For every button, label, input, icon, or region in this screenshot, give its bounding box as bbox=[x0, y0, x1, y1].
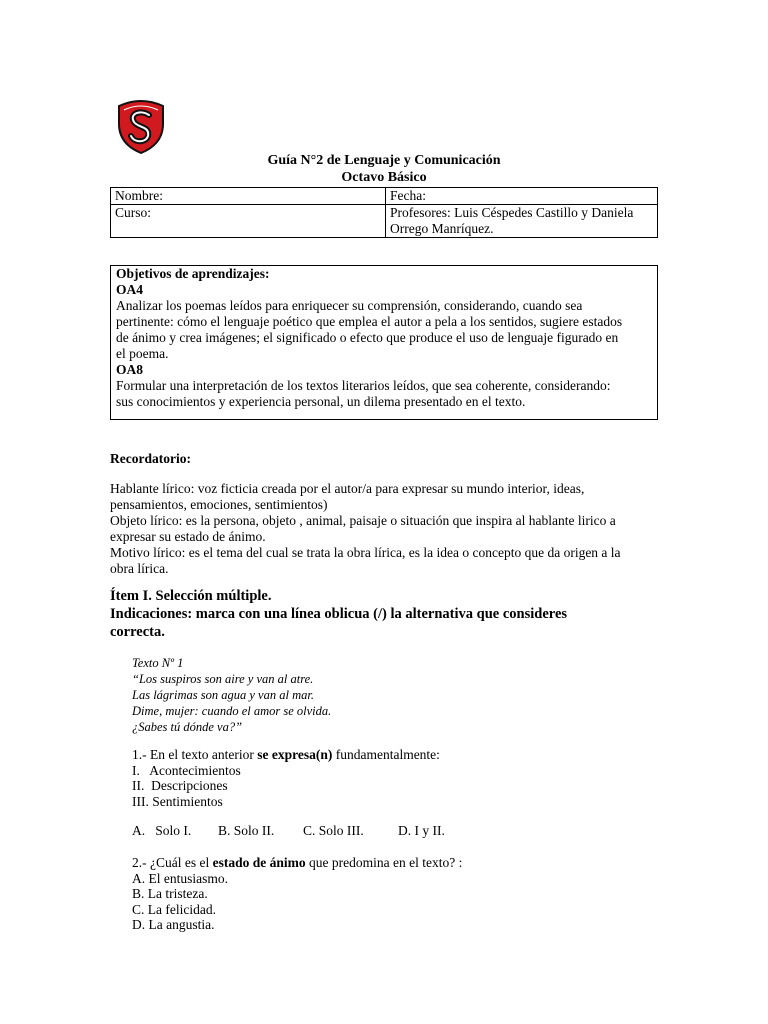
recordatorio-line: expresar su estado de ánimo. bbox=[110, 529, 266, 544]
oa8-label: OA8 bbox=[116, 362, 143, 377]
recordatorio-line: Hablante lírico: voz ficticia creada por el autor/a para expresar su mundo interior, ideas, bbox=[110, 481, 585, 496]
fecha-cell: Fecha: bbox=[386, 188, 658, 205]
poem-label: Texto Nº 1 bbox=[132, 656, 184, 670]
question-text: fundamentalmente: bbox=[332, 747, 440, 762]
recordatorio-heading: Recordatorio: bbox=[110, 451, 191, 466]
question-1-item: III. Sentimientos bbox=[132, 793, 223, 809]
item1-title: Ítem I. Selección múltiple. bbox=[110, 588, 272, 604]
option-d[interactable]: D. La angustia. bbox=[132, 917, 215, 932]
curso-cell: Curso: bbox=[111, 205, 386, 238]
poem-line: Dime, mujer: cuando el amor se olvida. bbox=[132, 704, 332, 718]
profesores-line: Profesores: Luis Céspedes Castillo y Daniela bbox=[390, 205, 634, 220]
nombre-cell: Nombre: bbox=[111, 188, 386, 205]
question-emphasis: se expresa(n) bbox=[257, 747, 333, 762]
option-a[interactable]: A. El entusiasmo. bbox=[132, 870, 228, 886]
option-b[interactable]: B. Solo II. bbox=[218, 823, 275, 838]
page-title: Guía N°2 de Lenguaje y Comunicación bbox=[267, 153, 501, 168]
option-d[interactable]: D. I y II. bbox=[398, 823, 445, 838]
poem-line: “Los suspiros son aire y van al atre. bbox=[132, 672, 314, 686]
poem-line: Las lágrimas son agua y van al mar. bbox=[132, 688, 314, 702]
oa8-text: sus conocimientos y experiencia personal, un dilema presentado en el texto. bbox=[116, 394, 526, 409]
recordatorio-line: obra lírica. bbox=[110, 561, 169, 576]
question-1-stem bbox=[132, 747, 652, 763]
option-c[interactable]: C. La felicidad. bbox=[132, 901, 216, 917]
school-shield-logo bbox=[116, 98, 166, 154]
question-text: 2.- ¿Cuál es el bbox=[132, 855, 213, 870]
objectives-box bbox=[110, 265, 658, 420]
oa4-label: OA4 bbox=[116, 282, 143, 297]
option-b[interactable]: B. La tristeza. bbox=[132, 886, 208, 901]
option-c[interactable]: C. Solo III. bbox=[303, 823, 364, 838]
question-1-item: II. Descripciones bbox=[132, 778, 228, 793]
oa4-text: de ánimo y crea imágenes; el significado o efecto que produce el uso de lenguaje figurado en bbox=[116, 330, 619, 345]
question-text: que predomina en el texto? : bbox=[305, 855, 463, 870]
student-info-table bbox=[110, 187, 658, 238]
item1-instructions: correcta. bbox=[110, 624, 165, 640]
recordatorio-line: Motivo lírico: es el tema del cual se trata la obra lírica, es la idea o concepto que da origen a la bbox=[110, 545, 621, 560]
question-emphasis: estado de ánimo bbox=[212, 855, 306, 870]
profesores-cell bbox=[386, 205, 658, 238]
oa4-text: el poema. bbox=[116, 346, 169, 361]
poem-text-1 bbox=[132, 655, 532, 735]
question-1 bbox=[132, 747, 652, 809]
objectives-heading: Objetivos de aprendizajes: bbox=[116, 266, 270, 281]
page-subtitle: Octavo Básico bbox=[341, 170, 427, 185]
oa4-text: pertinente: cómo el lenguaje poético que emplea el autor a pela a los sentidos, sugiere estados bbox=[116, 314, 623, 329]
question-2 bbox=[132, 855, 652, 933]
profesores-line: Orrego Manríquez. bbox=[390, 221, 494, 236]
item1-instructions: Indicaciones: marca con una línea oblicua (/) la alternativa que consideres bbox=[110, 606, 568, 622]
recordatorio-line: pensamientos, emociones, sentimientos) bbox=[110, 497, 328, 512]
question-2-stem bbox=[132, 855, 652, 871]
question-1-item: I. Acontecimientos bbox=[132, 762, 241, 778]
oa4-text: Analizar los poemas leídos para enriquecer su comprensión, considerando, cuando sea bbox=[116, 298, 583, 313]
question-text: 1.- En el texto anterior bbox=[132, 747, 258, 762]
oa8-text: Formular una interpretación de los textos literarios leídos, que sea coherente, considerando: bbox=[116, 378, 611, 393]
recordatorio-line: Objeto lírico: es la persona, objeto , animal, paisaje o situación que inspira al hablante lirico a bbox=[110, 513, 616, 528]
option-a[interactable]: A. Solo I. bbox=[132, 823, 192, 838]
poem-line: ¿Sabes tú dónde va?” bbox=[132, 720, 243, 734]
recordatorio-text bbox=[110, 481, 658, 577]
